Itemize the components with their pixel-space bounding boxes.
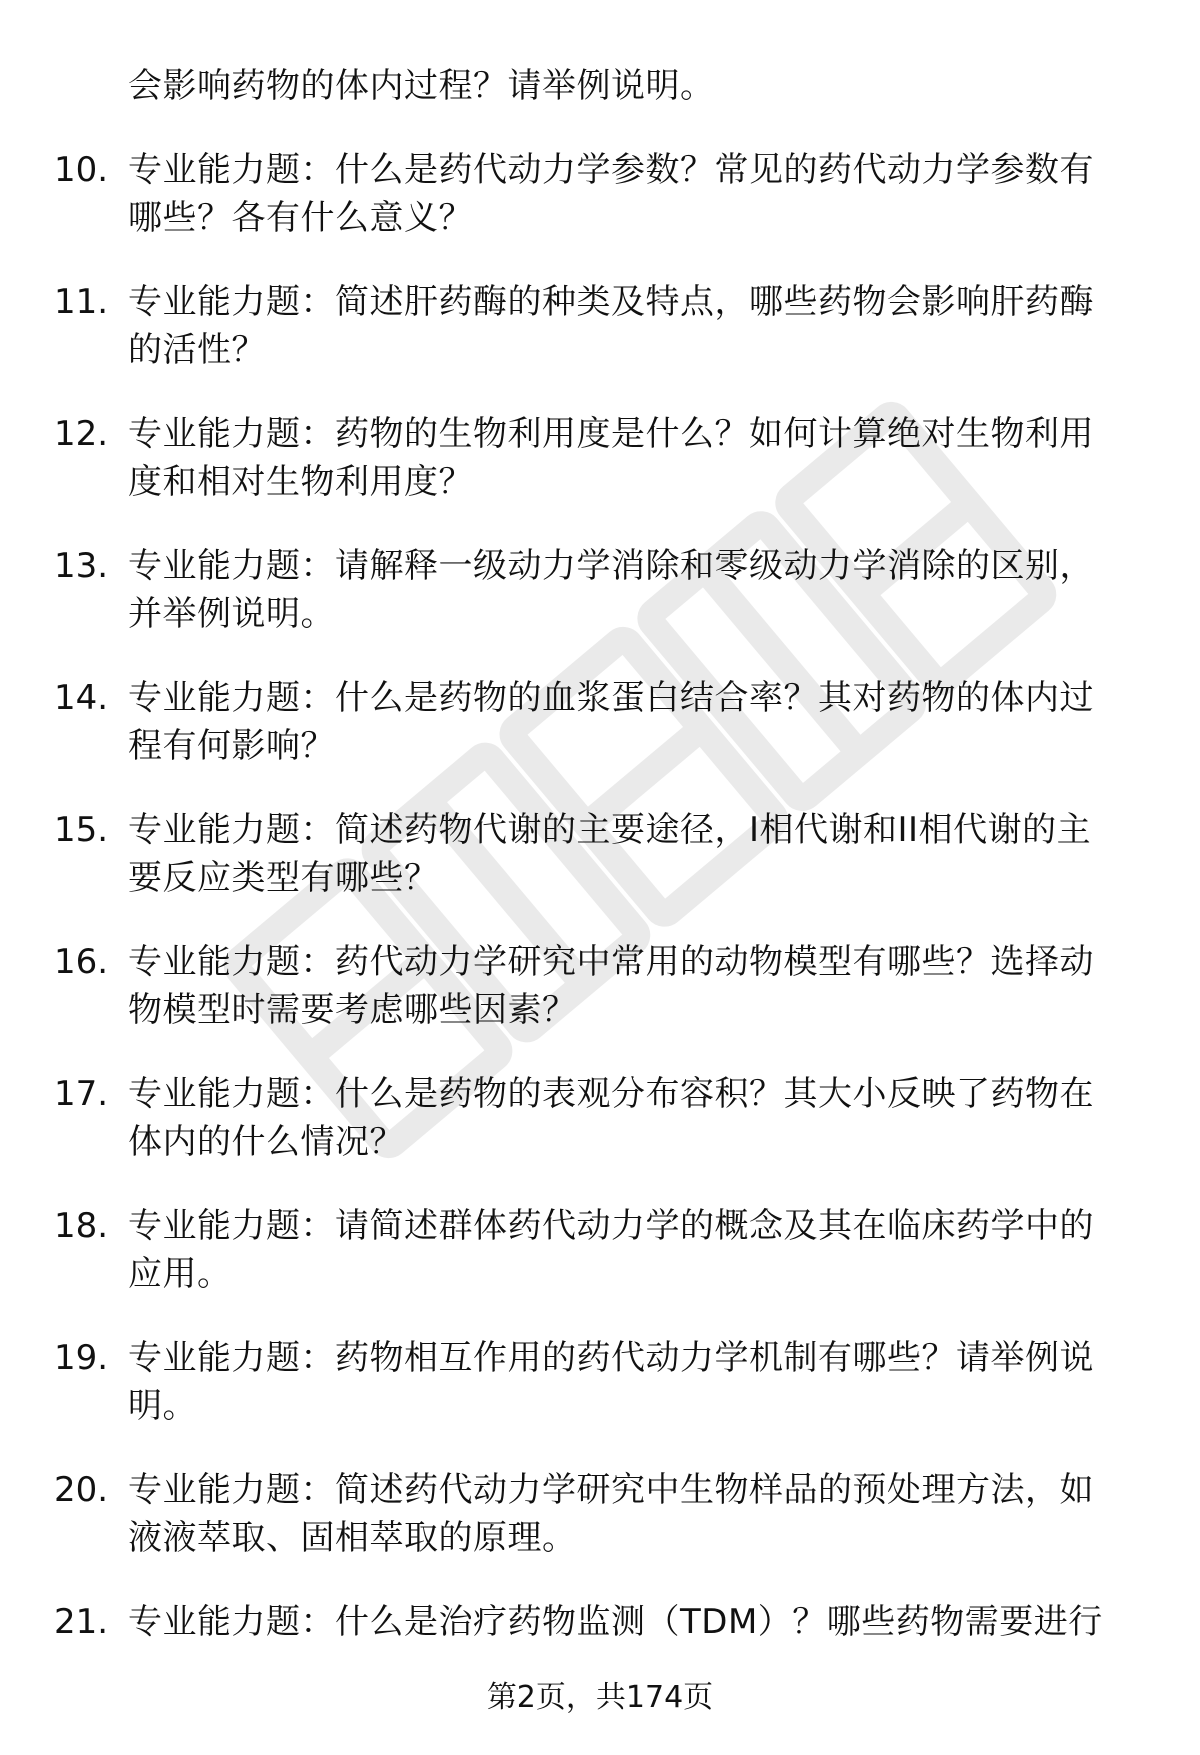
question-text: 专业能力题：什么是药代动力学参数？常见的药代动力学参数有 哪些？各有什么意义？ (128, 150, 1094, 238)
question-text: 专业能力题：什么是药物的血浆蛋白结合率？其对药物的体内过 程有何影响？ (128, 678, 1094, 766)
page-footer: 第2页，共174页 (486, 1680, 714, 1715)
question-number: 17. (54, 1074, 109, 1114)
question-text: 专业能力题：什么是治疗药物监测（TDM）？哪些药物需要进行 (128, 1602, 1103, 1642)
question-item (0, 674, 1200, 806)
question-item (0, 146, 1200, 278)
question-text: 专业能力题：简述药物代谢的主要途径，I相代谢和II相代谢的主 要反应类型有哪些？ (128, 810, 1092, 898)
question-number: 19. (54, 1338, 109, 1378)
question-number: 13. (54, 546, 109, 586)
question-item (0, 1202, 1200, 1334)
question-text: 专业能力题：简述药代动力学研究中生物样品的预处理方法，如 液液萃取、固相萃取的原理。 (128, 1470, 1094, 1558)
question-item (0, 938, 1200, 1070)
question-item (0, 1334, 1200, 1466)
question-text: 专业能力题：药代动力学研究中常用的动物模型有哪些？选择动 物模型时需要考虑哪些因素？ (128, 942, 1094, 1030)
question-item (0, 1466, 1200, 1598)
question-number: 14. (54, 678, 109, 718)
continuation-text: 会影响药物的体内过程？请举例说明。 (128, 66, 715, 106)
question-number: 18. (54, 1206, 109, 1246)
question-item (0, 1070, 1200, 1202)
question-text: 专业能力题：请解释一级动力学消除和零级动力学消除的区别， 并举例说明。 (128, 546, 1094, 634)
question-number: 16. (54, 942, 109, 982)
question-number: 10. (54, 150, 109, 190)
question-text: 专业能力题：请简述群体药代动力学的概念及其在临床药学中的 应用。 (128, 1206, 1094, 1294)
question-number: 21. (54, 1602, 109, 1642)
question-text: 专业能力题：药物的生物利用度是什么？如何计算绝对生物利用 度和相对生物利用度？ (128, 414, 1094, 502)
question-number: 15. (54, 810, 109, 850)
question-item (0, 542, 1200, 674)
question-text: 专业能力题：药物相互作用的药代动力学机制有哪些？请举例说 明。 (128, 1338, 1094, 1426)
question-number: 20. (54, 1470, 109, 1510)
question-text: 专业能力题：什么是药物的表观分布容积？其大小反映了药物在 体内的什么情况？ (128, 1074, 1094, 1162)
question-list (0, 146, 1200, 1730)
question-number: 12. (54, 414, 109, 454)
question-number: 11. (54, 282, 109, 322)
question-item (0, 278, 1200, 410)
question-item (0, 806, 1200, 938)
question-item (0, 410, 1200, 542)
question-text: 专业能力题：简述肝药酶的种类及特点，哪些药物会影响肝药酶 的活性？ (128, 282, 1094, 370)
